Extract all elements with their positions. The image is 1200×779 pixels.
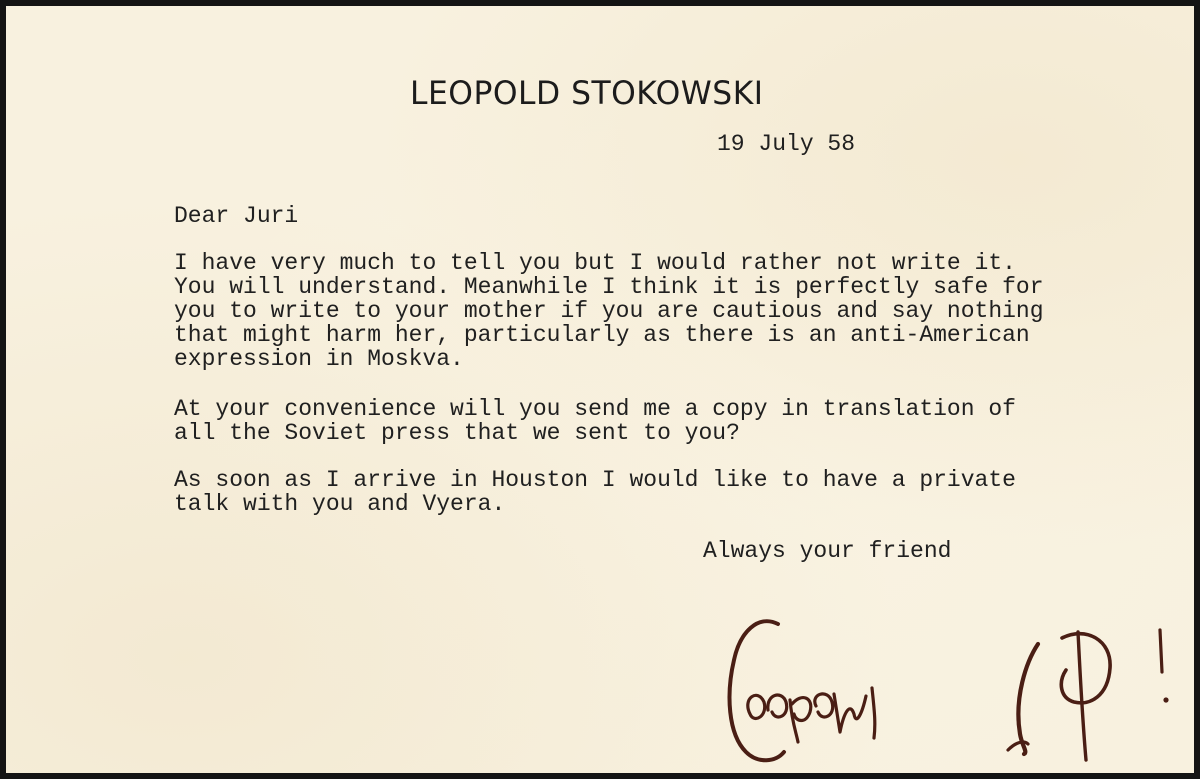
paragraph-1: [174, 251, 1044, 371]
paragraph-line: At your convenience will you send me a copy in translation of: [174, 396, 1016, 422]
paragraph-line: all the Soviet press that we sent to you?: [174, 420, 740, 446]
paragraph-line: you to write to your mother if you are cautious and say nothing: [174, 298, 1044, 324]
paragraph-3: [174, 468, 1016, 516]
closing: Always your friend: [703, 538, 952, 564]
letter-date: 19 July 58: [717, 131, 856, 157]
salutation: Dear Juri: [174, 203, 299, 229]
paragraph-line: As soon as I arrive in Houston I would like to have a private: [174, 467, 1016, 493]
letter-paper: [6, 6, 1194, 773]
paragraph-line: I have very much to tell you but I would rather not write it.: [174, 250, 1016, 276]
paragraph-line: expression in Moskva.: [174, 346, 464, 372]
paragraph-line: talk with you and Vyera.: [174, 491, 506, 517]
signature-icon: [706, 602, 1176, 772]
letterhead: LEOPOLD STOKOWSKI: [410, 74, 764, 112]
paragraph-line: You will understand. Meanwhile I think it is perfectly safe for: [174, 274, 1044, 300]
paragraph-line: that might harm her, particularly as there is an anti-American: [174, 322, 1030, 348]
paragraph-2: [174, 397, 1016, 445]
